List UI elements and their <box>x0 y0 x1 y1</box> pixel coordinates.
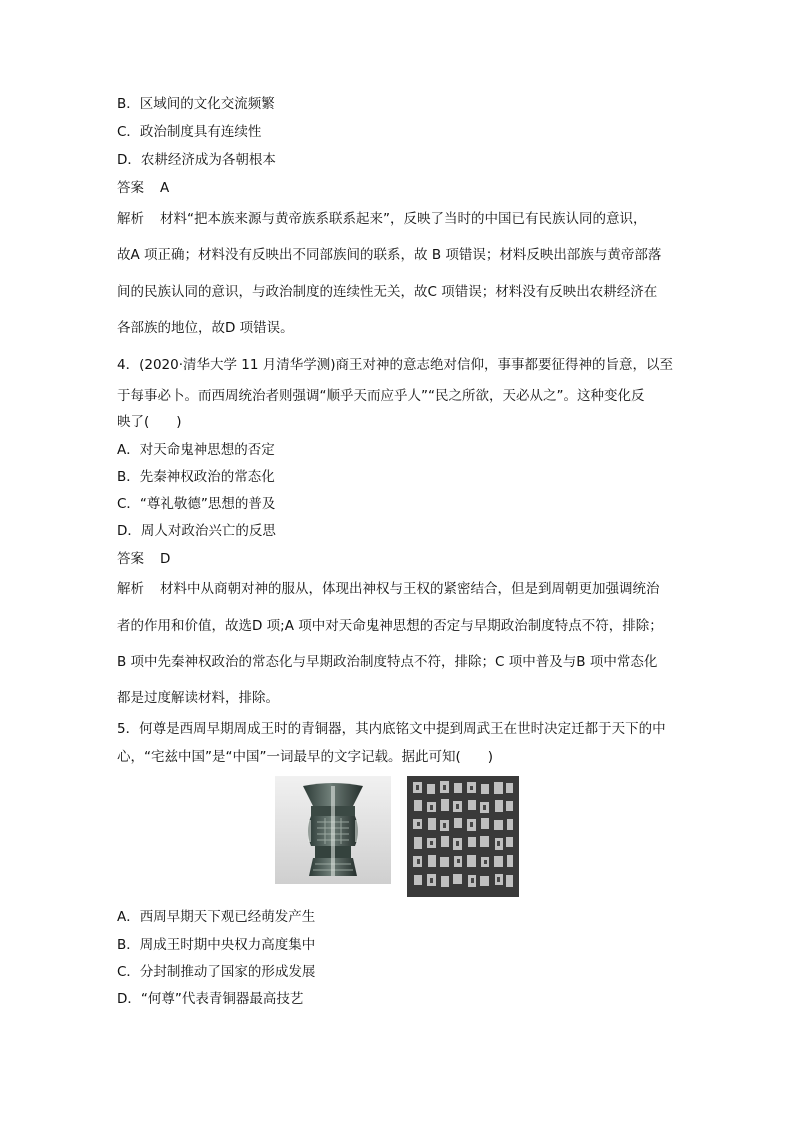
q5-option-c: C．分封制推动了国家的形成发展 <box>117 964 316 980</box>
q4-stem-3: 映了( ) <box>117 414 182 430</box>
q3-explanation-1 <box>117 210 647 228</box>
q5-stem-2: 心，“宅兹中国”是“中国”一词最早的文字记载。据此可知( ) <box>117 749 494 765</box>
q4-stem-1: 4．(2020·清华大学 11 月清华学测)商王对神的意志绝对信仰，事事都要征得神的旨意，以至 <box>117 357 674 373</box>
q3-explanation-3: 间的民族认同的意识，与政治制度的连续性无关，故C 项错误；材料没有反映出农耕经济在 <box>117 284 658 300</box>
explanation-label: 解析 <box>117 211 144 227</box>
q3-option-d: D．农耕经济成为各朝根本 <box>117 152 276 168</box>
q4-stem-2: 于每事必卜。而西周统治者则强调“顺乎天而应乎人”“民之所欲，天必从之”。这种变化反 <box>117 388 645 404</box>
q5-option-a: A．西周早期天下观已经萌发产生 <box>117 909 316 925</box>
q5-option-d: D．“何尊”代表青铜器最高技艺 <box>117 991 304 1007</box>
q3-option-b: B．区域间的文化交流频繁 <box>117 96 275 112</box>
inscription-rubbing-image <box>407 776 519 897</box>
q3-answer <box>117 179 169 197</box>
q3-explanation-4: 各部族的地位，故D 项错误。 <box>117 320 294 336</box>
q5-option-b: B．周成王时期中央权力高度集中 <box>117 937 316 953</box>
q4-option-b: B．先秦神权政治的常态化 <box>117 469 275 485</box>
q4-option-d: D．周人对政治兴亡的反思 <box>117 523 276 539</box>
q4-explanation-1 <box>117 580 660 598</box>
explanation-text: 材料“把本族来源与黄帝族系联系起来”，反映了当时的中国已有民族认同的意识， <box>160 211 647 227</box>
q4-option-a: A．对天命鬼神思想的否定 <box>117 442 275 458</box>
q3-option-c: C．政治制度具有连续性 <box>117 124 262 140</box>
explanation-text: 材料中从商朝对神的服从，体现出神权与王权的紧密结合，但是到周朝更加强调统治 <box>160 581 660 597</box>
bronze-vessel-photo <box>275 776 391 884</box>
q4-answer <box>117 550 170 568</box>
q4-explanation-2: 者的作用和价值，故选D 项;A 项中对天命鬼神思想的否定与早期政治制度特点不符，排除； <box>117 618 663 634</box>
answer-label: 答案 <box>117 180 144 196</box>
q4-option-c: C．“尊礼敬德”思想的普及 <box>117 496 276 512</box>
q3-explanation-2: 故A 项正确；材料没有反映出不同部族间的联系，故 B 项错误；材料反映出部族与黄帝部落 <box>117 247 662 263</box>
q5-stem-1: 5．何尊是西周早期周成王时的青铜器，其内底铭文中提到周武王在世时决定迁都于天下的中 <box>117 721 666 737</box>
answer-label: 答案 <box>117 551 144 567</box>
q4-explanation-4: 都是过度解读材料，排除。 <box>117 690 279 706</box>
q5-figures <box>275 776 520 898</box>
q4-explanation-3: B 项中先秦神权政治的常态化与早期政治制度特点不符，排除；C 项中普及与B 项中常态化 <box>117 654 658 670</box>
answer-value: D <box>160 551 171 567</box>
explanation-label: 解析 <box>117 581 144 597</box>
answer-value: A <box>160 180 170 196</box>
